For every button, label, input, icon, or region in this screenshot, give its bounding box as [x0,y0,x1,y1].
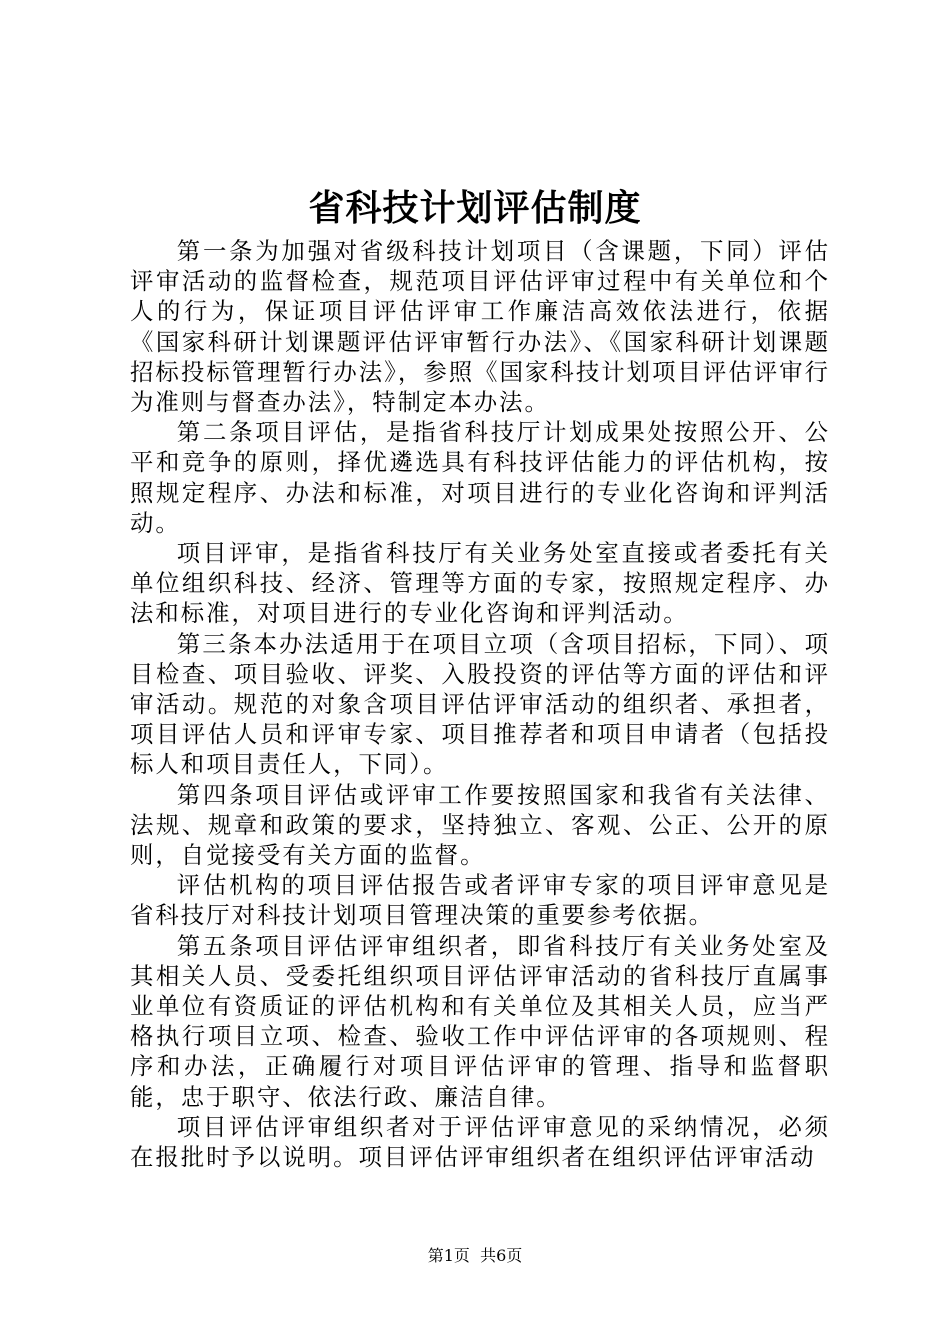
paragraph-article-5: 第五条项目评估评审组织者，即省科技厅有关业务处室及其相关人员、受委托组织项目评估评审活动的省科技厅直属事业单位有资质证的评估机构和有关单位及其相关人员，应当严格执行项目立项、检查、验收工作中评估评审的各项规则、程序和办法，正确履行对项目评估评审的管理、指导和监督职能，忠于职守、依法行政、廉洁自律。 [130,931,830,1111]
paragraph-article-4: 第四条项目评估或评审工作要按照国家和我省有关法律、法规、规章和政策的要求，坚持独立、客观、公正、公开的原则，自觉接受有关方面的监督。 [130,780,830,870]
paragraph-project-review: 项目评审，是指省科技厅有关业务处室直接或者委托有关单位组织科技、经济、管理等方面的专家，按照规定程序、办法和标准，对项目进行的专业化咨询和评判活动。 [130,539,830,628]
document-title: 省科技计划评估制度 [308,187,642,229]
paragraph-article-1: 第一条为加强对省级科技计划项目（含课题，下同）评估评审活动的监督检查，规范项目评估评审过程中有关单位和个人的行为，保证项目评估评审工作廉洁高效依法进行，依据《国家科研计划课题评估评审暂行办法》、《国家科研计划课题招标投标管理暂行办法》，参照《国家科技计划项目评估评审行为准则与督查办法》，特制定本办法。 [130,237,830,417]
paragraph-article-2: 第二条项目评估，是指省科技厅计划成果处按照公开、公平和竞争的原则，择优遴选具有科技评估能力的评估机构，按照规定程序、办法和标准，对项目进行的专业化咨询和评判活动。 [130,418,830,537]
paragraph-assessment-report: 评估机构的项目评估报告或者评审专家的项目评审意见是省科技厅对科技计划项目管理决策的重要参考依据。 [130,871,830,930]
paragraph-organizer-adoption: 项目评估评审组织者对于评估评审意见的采纳情况，必须在报批时予以说明。项目评估评审组织者在组织评估评审活动 [130,1112,830,1172]
paragraph-article-3: 第三条本办法适用于在项目立项（含项目招标，下同）、项目检查、项目验收、评奖、入股投资的评估等方面的评估和评审活动。规范的对象含项目评估评审活动的组织者、承担者，项目评估人员和评审专家、项目推荐者和项目申请者（包括投标人和项目责任人，下同）。 [130,629,830,779]
page-footer [0,1245,950,1267]
document-body [130,236,830,1172]
page-number-label: 第1页 共6页 [427,1246,523,1265]
